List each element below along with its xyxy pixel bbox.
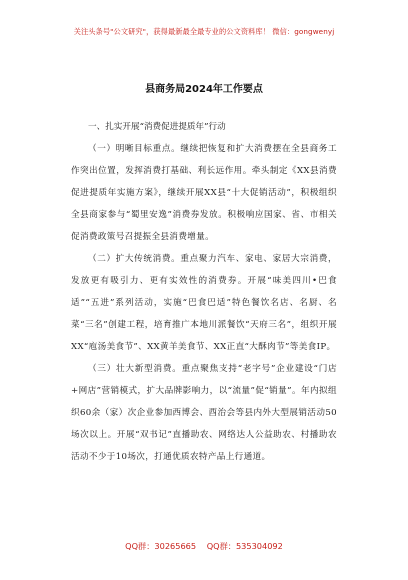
paragraph-3 — [71, 358, 337, 468]
paragraph-3-text: 重点聚焦支持“老字号”企业建设“门店+网店”营销模式，扩大品牌影响力，以“流量”促“销量”。年内拟组织60余（家）次企业参加西博会、酉治会等县内外大型展销活动50场次以上。开展“双书记”直播助农、网络达人公益助农、村播助农活动不少于10场次，打通优质农特产品上行通道。 — [71, 364, 337, 462]
footer-qq-group-1: QQ群：30265665 — [125, 541, 197, 551]
paragraph-3-lead: （三）壮大新型消费。 — [88, 364, 182, 374]
document-title: 县商务局2024年工作要点 — [145, 84, 263, 95]
paragraph-2 — [71, 248, 337, 358]
paragraph-1-text: 继续把恢复和扩大消费摆在全县商务工作突出位置，发挥消费打基础、利长远作用。牵头制定《XX县消费促进提质年实施方案》，继续开展XX县“十大促销活动”，积极组织全县商家参与“蜀里安逸”消费券发放。积极响应国家、省、市相关促消费政策号召提振全县消费增量。 — [71, 144, 337, 242]
header-banner: 关注头条号"公文研究"，获得最新最全最专业的公文资料库！ 微信：gongwenyj — [73, 27, 335, 36]
section-heading: 一、扎实开展“消费促进提质年”行动 — [88, 122, 226, 132]
paragraph-2-lead: （二）扩大传统消费。 — [88, 254, 181, 264]
footer-qq-group-2: QQ群：535304092 — [206, 541, 283, 551]
paragraph-1 — [71, 138, 337, 248]
paragraph-1-lead: （一）明晰目标重点。 — [88, 144, 181, 154]
footer-contact — [0, 541, 408, 552]
document-body — [71, 116, 337, 468]
paragraph-2-text: 重点聚力汽车、家电、家居大宗消费，发放更有吸引力、更有实效性的消费券。开展“味美四川•巴食适”“五进”系列活动，实施“巴食巴适”特色餐饮名店、名厨、名菜“三名”创建工程，培育推广本地川派餐饮“天府三名”，组织开展XX“庖汤美食节”、XX黄羊美食节、XX正直“大酥肉节”等美食IP。 — [71, 254, 337, 352]
